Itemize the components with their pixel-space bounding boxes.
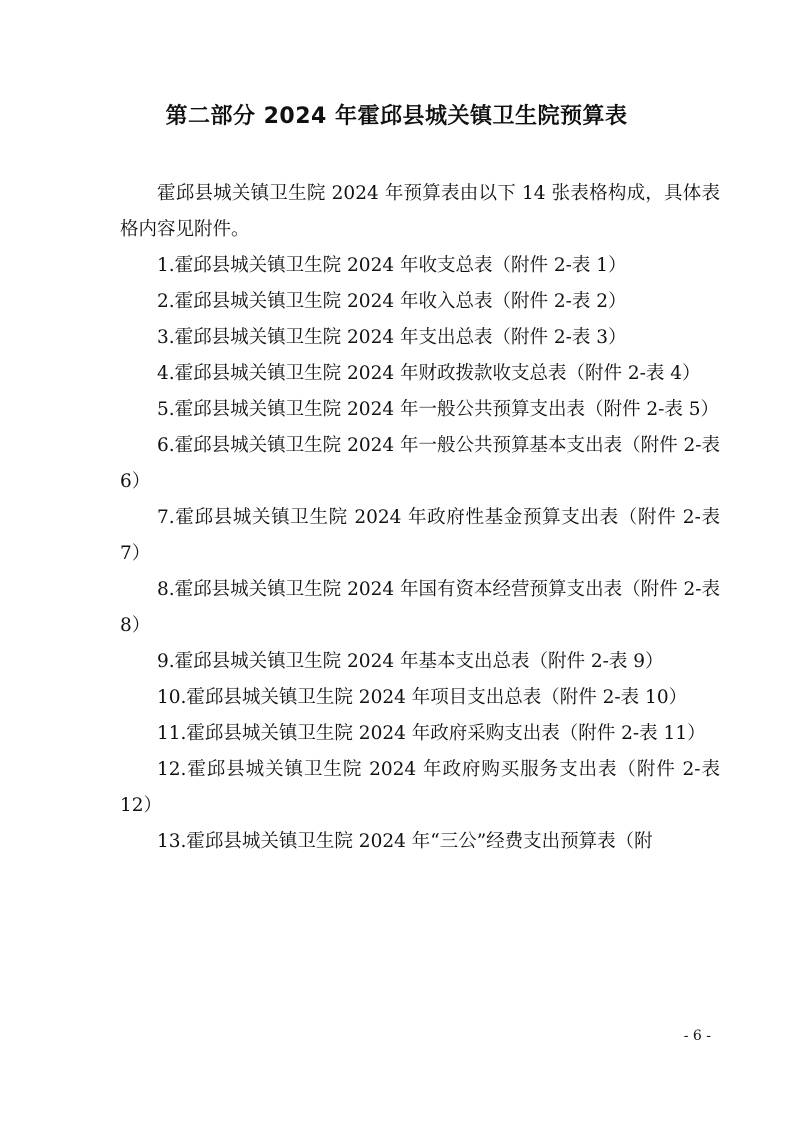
list-item: 9.霍邱县城关镇卫生院 2024 年基本支出总表（附件 2-表 9） [157, 651, 664, 672]
list-item: 11.霍邱县城关镇卫生院 2024 年政府采购支出表（附件 2-表 11） [157, 723, 706, 744]
list-item: 2.霍邱县城关镇卫生院 2024 年收入总表（附件 2-表 2） [157, 291, 627, 312]
intro-paragraph: 霍邱县城关镇卫生院 2024 年预算表由以下 14 张表格构成，具体表格内容见附件。 [120, 183, 720, 240]
list-item: 4.霍邱县城关镇卫生院 2024 年财政拨款收支总表（附件 2-表 4） [157, 363, 701, 384]
list-item: 10.霍邱县城关镇卫生院 2024 年项目支出总表（附件 2-表 10） [157, 687, 688, 708]
list-item: 13.霍邱县城关镇卫生院 2024 年“三公”经费支出预算表（附 [157, 831, 653, 852]
list-item: 1.霍邱县城关镇卫生院 2024 年收支总表（附件 2-表 1） [157, 255, 627, 276]
list-item: 8.霍邱县城关镇卫生院 2024 年国有资本经营预算支出表（附件 2-表 8） [120, 579, 720, 636]
list-item: 5.霍邱县城关镇卫生院 2024 年一般公共预算支出表（附件 2-表 5） [157, 399, 720, 420]
document-body [120, 176, 720, 860]
page-title: 第二部分 2024 年霍邱县城关镇卫生院预算表 [165, 104, 628, 129]
list-item: 12.霍邱县城关镇卫生院 2024 年政府购买服务支出表（附件 2-表 12） [120, 759, 720, 816]
list-item: 6.霍邱县城关镇卫生院 2024 年一般公共预算基本支出表（附件 2-表 6） [120, 435, 720, 492]
list-item: 3.霍邱县城关镇卫生院 2024 年支出总表（附件 2-表 3） [157, 327, 627, 348]
page-number: - 6 - [683, 1028, 711, 1044]
list-item: 7.霍邱县城关镇卫生院 2024 年政府性基金预算支出表（附件 2-表 7） [120, 507, 720, 564]
